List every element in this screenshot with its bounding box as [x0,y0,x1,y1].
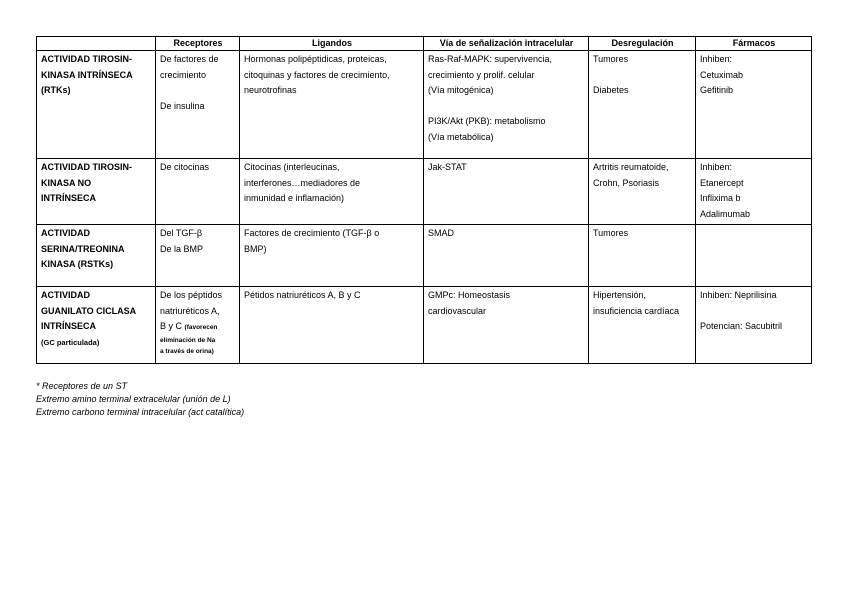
row-title-line: ACTIVIDAD TIROSIN- [41,162,132,172]
via-cell [424,225,589,287]
cell-line: Inhiben: [700,162,733,172]
row-title-line: ACTIVIDAD TIROSIN- [41,54,132,64]
receptor-note: a través de orina) [160,347,214,355]
header-cell-ligandos: Ligandos [240,37,424,51]
table-row [37,225,812,287]
cell-line: cardiovascular [428,305,487,316]
via-cell [424,159,589,225]
farmacos-cell [696,159,812,225]
footnote: Extremo carbono terminal intracelular (act catalítica) [36,407,245,417]
farmacos-cell [696,287,812,364]
row-title-line: ACTIVIDAD [41,290,90,300]
cell-line: Potencian: Sacubitril [700,321,783,331]
receptor-note: eliminación de Na [160,336,216,344]
cell-line: Diabetes [593,85,629,95]
cell-line: B y C [160,321,183,331]
cell-line: Inhiben: [700,54,733,64]
row-title-line: KINASA (RSTKs) [41,259,114,269]
table-row [37,287,812,364]
header-cell-via: Vía de señalización intracelular [424,37,589,51]
cell-line: Adalimumab [700,208,751,219]
cell-line: Hipertensión, [593,290,647,300]
cell-line: De citocinas [160,162,210,172]
row-title-line: KINASA INTRÍNSECA [41,69,133,80]
cell-line: (Vía mitogénica) [428,85,494,95]
cell-line: Inhiben: Neprilisina [700,290,777,300]
cell-line: Hormonas polipéptidicas, proteicas, [244,54,387,64]
cell-line: interferones…mediadores de [244,177,361,188]
header-cell-empty [37,37,156,51]
cell-line: Cetuximab [700,69,744,80]
header-row [37,37,812,51]
cell-line: De la BMP [160,243,204,254]
cell-line: Jak-STAT [428,162,467,172]
header-cell-farmacos: Fármacos [696,37,812,51]
header-cell-receptores: Receptores [156,37,240,51]
cell-line: Del TGF-β [160,228,203,238]
row-title-cell [37,287,156,364]
row-title-line: GUANILATO CICLASA [41,305,137,316]
receptores-cell [156,51,240,159]
cell-line: inmunidad e inflamación) [244,193,345,203]
footnote: * Receptores de un ST [36,381,128,391]
cell-line: Ras-Raf-MAPK: supervivencia, [428,54,553,64]
cell-line: De insulina [160,100,205,111]
cell-line: Factores de crecimiento (TGF-β o [244,228,380,238]
cell-line: Pétidos natriuréticos A, B y C [244,290,361,300]
table-row [37,159,812,225]
row-title-cell [37,51,156,159]
cell-line-with-note [160,319,236,335]
cell-line: Crohn, Psoriasis [593,177,660,188]
cell-line: Artritis reumatoide, [593,162,669,172]
ligandos-cell [240,225,424,287]
receptor-note: (favorecen [184,324,218,331]
farmacos-cell [696,51,812,159]
ligandos-cell [240,159,424,225]
ligandos-cell [240,287,424,364]
receptores-cell [156,225,240,287]
row-title-subtitle: (GC particulada) [41,337,100,347]
row-title-line: INTRÍNSECA [41,193,97,203]
farmacos-cell [696,225,812,287]
cell-line: Tumores [593,54,629,64]
cell-line: crecimiento y prolif. celular [428,69,535,80]
cell-line: Gefitinib [700,85,734,95]
cell-line: citoquinas y factores de crecimiento, [244,69,390,80]
via-cell [424,287,589,364]
cell-line: natriuréticos A, [160,305,220,316]
receptores-cell [156,159,240,225]
row-title-line: (RTKs) [41,85,71,95]
row-title-cell [37,159,156,225]
desregulacion-cell [589,51,696,159]
footnotes [36,380,244,419]
cell-line: Etanercept [700,177,744,188]
receptores-cell [156,287,240,364]
row-title-line: INTRÍNSECA [41,321,97,331]
footnote: Extremo amino terminal extracelular (unión de L) [36,394,231,404]
cell-line: De factores de [160,54,219,64]
table-row [37,51,812,159]
via-cell [424,51,589,159]
cell-line: (Vía metabólica) [428,131,494,142]
row-title-line: KINASA NO [41,177,92,188]
desregulacion-cell [589,225,696,287]
cell-line: GMPc: Homeostasis [428,290,511,300]
receptor-table [36,36,812,364]
cell-line: Tumores [593,228,629,238]
cell-line: BMP) [244,243,267,254]
desregulacion-cell [589,159,696,225]
cell-line: insuficiencia cardíaca [593,305,680,316]
ligandos-cell [240,51,424,159]
row-title-line: ACTIVIDAD [41,228,90,238]
cell-line: De los péptidos [160,290,223,300]
cell-line: Inflixima b [700,193,741,203]
cell-line: Citocinas (interleucinas, [244,162,340,172]
row-title-cell [37,225,156,287]
header-cell-desregulacion: Desregulación [589,37,696,51]
row-title-line: SERINA/TREONINA [41,243,125,254]
cell-line: crecimiento [160,69,207,80]
cell-line: neurotrofinas [244,85,297,95]
cell-line: PI3K/Akt (PKB): metabolismo [428,116,546,126]
desregulacion-cell [589,287,696,364]
cell-line: SMAD [428,228,455,238]
